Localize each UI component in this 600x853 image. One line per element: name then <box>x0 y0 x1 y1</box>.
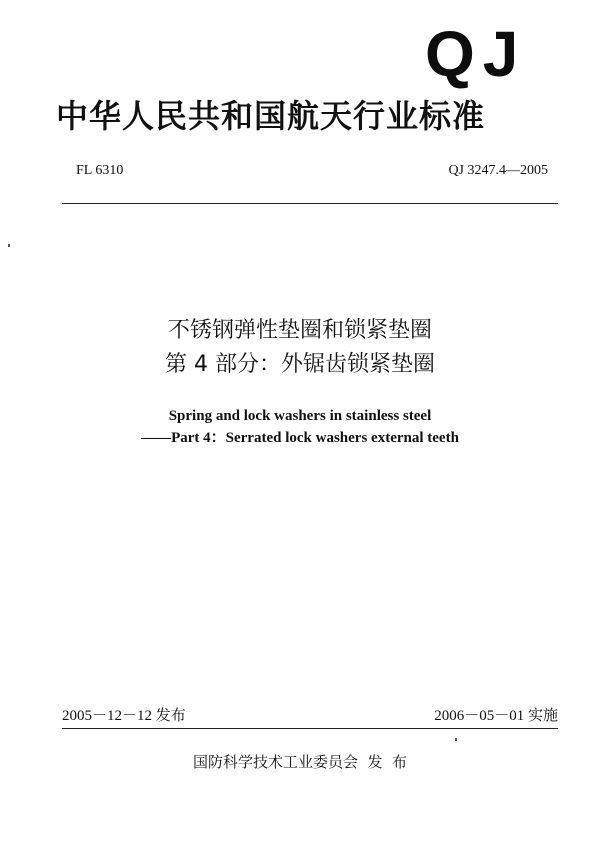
scan-speck <box>455 738 457 741</box>
scan-speck <box>8 244 10 247</box>
issue-date: 2005－12－12 发布 <box>62 708 186 724</box>
header-divider <box>62 203 558 204</box>
standard-number: QJ 3247.4—2005 <box>448 163 548 178</box>
qj-logo: QJ <box>425 18 527 90</box>
english-title-line-1: Spring and lock washers in stainless steel <box>168 408 432 424</box>
footer-divider <box>62 728 558 729</box>
issuing-authority: 国防科学技术工业委员会 发 布 <box>192 753 408 771</box>
implementation-date: 2006－05－01 实施 <box>434 708 558 724</box>
classification-code: FL 6310 <box>76 163 124 178</box>
chinese-title-line-2: 第 4 部分：外锯齿锁紧垫圈 <box>165 352 435 377</box>
chinese-title-line-1: 不锈钢弹性垫圈和锁紧垫圈 <box>167 318 432 343</box>
english-title-line-2: ——Part 4：Serrated lock washers external teeth <box>141 430 459 446</box>
standard-category-title: 中华人民共和国航天行业标准 <box>56 97 486 135</box>
